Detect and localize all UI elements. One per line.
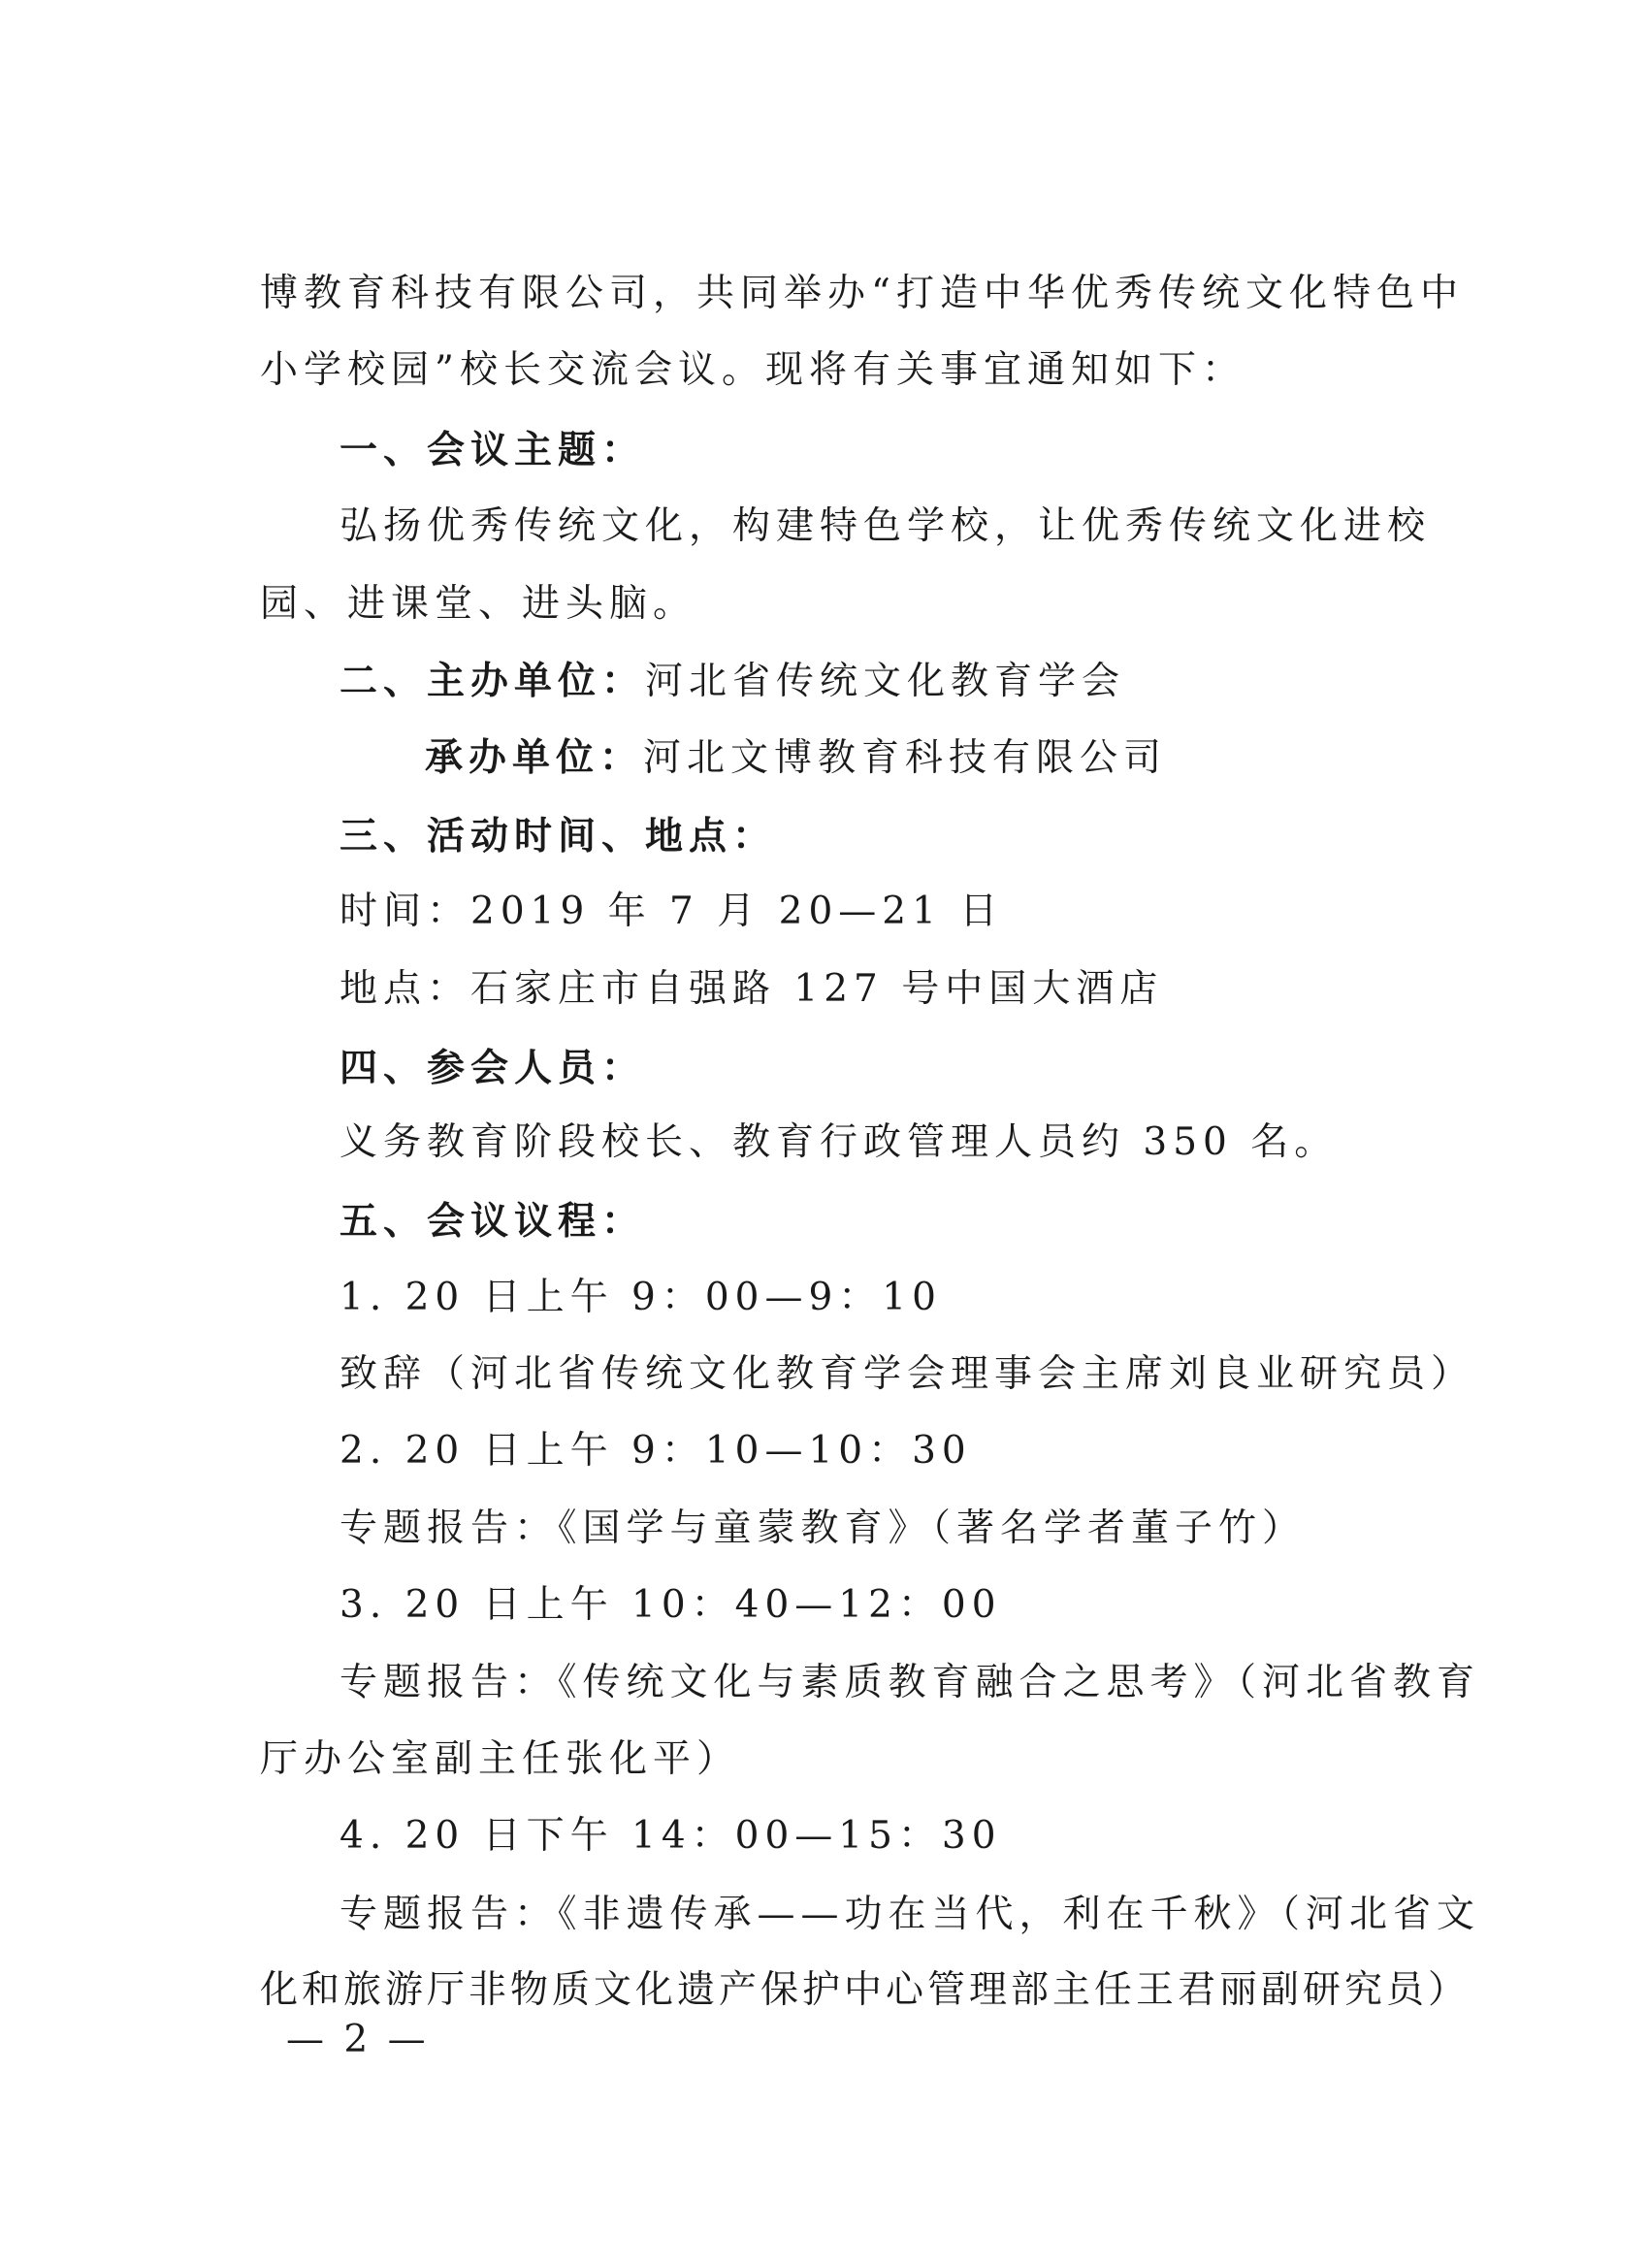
section-2-heading: 二、主办单位： [340, 660, 646, 703]
section-1-heading: 一、会议主题： [340, 429, 646, 472]
host-name: 河北文博教育科技有限公司 [643, 736, 1168, 780]
section-5-heading: 五、会议议程： [340, 1200, 646, 1244]
agenda-4-time: 4. 20 日下午 14：00—15：30 [340, 1814, 1002, 1858]
paragraph-intro-line-2: 小学校园”校长交流会议。现将有关事宜通知如下： [260, 348, 1245, 392]
agenda-2-desc: 专题报告：《国学与童蒙教育》（著名学者董子竹） [340, 1507, 1307, 1550]
section-4-heading: 四、参会人员： [340, 1047, 646, 1090]
agenda-4-desc-line-2: 化和旅游厅非物质文化遗产保护中心管理部主任王君丽副研究员） [260, 1968, 1471, 2012]
agenda-1-desc: 致辞（河北省传统文化教育学会理事会主席刘良业研究员） [340, 1352, 1475, 1396]
section-3-heading: 三、活动时间、地点： [340, 815, 777, 859]
host-label: 承办单位： [425, 736, 644, 780]
paragraph-intro-line-1: 博教育科技有限公司，共同举办“打造中华优秀传统文化特色中 [260, 272, 1464, 315]
agenda-2-time: 2. 20 日上午 9：10—10：30 [340, 1429, 972, 1473]
agenda-1-time: 1. 20 日上午 9：00—9：10 [340, 1276, 942, 1319]
event-time: 时间：2019 年 7 月 20—21 日 [340, 890, 1004, 933]
host-row [425, 736, 1168, 780]
section-2-row [340, 660, 1126, 703]
agenda-3-desc-line-1: 专题报告：《传统文化与素质教育融合之思考》（河北省教育 [340, 1661, 1481, 1704]
organizer-name: 河北省传统文化教育学会 [645, 660, 1126, 703]
agenda-3-time: 3. 20 日上午 10：40—12：00 [340, 1583, 1002, 1627]
section-4-line-1: 义务教育阶段校长、教育行政管理人员约 350 名。 [340, 1120, 1339, 1164]
section-1-line-2: 园、进课堂、进头脑。 [260, 582, 697, 626]
page-number: — 2 — [286, 2018, 430, 2061]
section-1-line-1: 弘扬优秀传统文化，构建特色学校，让优秀传统文化进校 [340, 504, 1432, 548]
agenda-3-desc-line-2: 厅办公室副主任张化平） [260, 1737, 741, 1781]
event-place: 地点：石家庄市自强路 127 号中国大酒店 [340, 967, 1164, 1011]
agenda-4-desc-line-1: 专题报告：《非遗传承——功在当代，利在千秋》（河北省文 [340, 1893, 1481, 1936]
